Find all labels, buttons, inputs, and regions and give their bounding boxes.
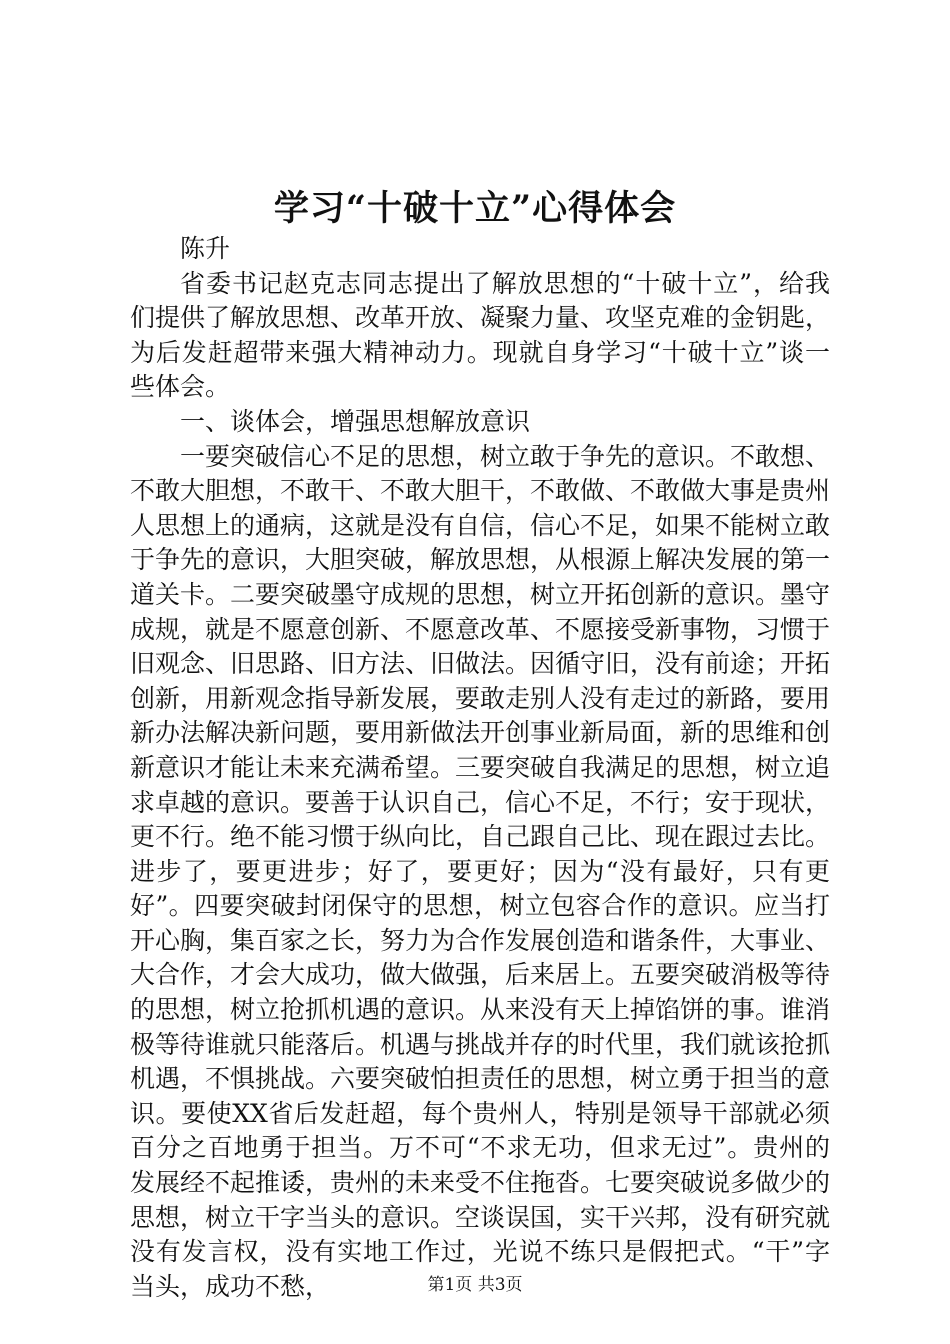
page-number: 第1页 共3页 xyxy=(427,1275,523,1295)
paragraph-body: 一要突破信心不足的思想，树立敢于争先的意识。不敢想、不敢大胆想，不敢干、不敢大胆干，不敢做、不敢做大事是贵州人思想上的通病，这就是没有自信，信心不足，如果不能树立敢于争先的意识，大胆突破，解放思想，从根源上解决发展的第一道关卡。二要突破墨守成规的思想，树立开拓创新的意识。墨守成规，就是不愿意创新、不愿意改革、不愿接受新事物，习惯于旧观念、旧思路、旧方法、旧做法。因循守旧，没有前途；开拓创新，用新观念指导新发展，要敢走别人没有走过的新路，要用新办法解决新问题，要用新做法开创事业新局面，新的思维和创新意识才能让未来充满希望。三要突破自我满足的思想，树立追求卓越的意识。要善于认识自己，信心不足，不行；安于现状，更不行。绝不能习惯于纵向比，自己跟自己比、现在跟过去比。进步了，要更进步；好了，要更好；因为“没有最好，只有更好”。四要突破封闭保守的思想，树立包容合作的意识。应当打开心胸，集百家之长，努力为合作发展创造和谐条件，大事业、大合作，才会大成功，做大做强，后来居上。五要突破消极等待的思想，树立抢抓机遇的意识。从来没有天上掉馅饼的事。谁消极等待谁就只能落后。机遇与挑战并存的时代里，我们就该抢抓机遇，不惧挑战。六要突破怕担责任的思想，树立勇于担当的意识。要使XX省后发赶超，每个贵州人，特别是领导干部就必须百分之百地勇于担当。万不可“不求无功，但求无过”。贵州的发展经不起推诿，贵州的未来受不住拖沓。七要突破说多做少的思想，树立干字当头的意识。空谈误国，实干兴邦，没有研究就没有发言权，没有实地工作过，光说不练只是假把式。“干”字当头，成功不愁， xyxy=(130,441,831,1301)
paragraph-intro: 省委书记赵克志同志提出了解放思想的“十破十立”，给我们提供了解放思想、改革开放、凝聚力量、攻坚克难的金钥匙，为后发赶超带来强大精神动力。现就自身学习“十破十立”谈一些体会。 xyxy=(130,268,831,402)
author-line: 陈升 xyxy=(180,234,231,263)
document-title: 学习“十破十立”心得体会 xyxy=(273,188,677,229)
section-heading: 一、谈体会，增强思想解放意识 xyxy=(180,406,531,436)
page-footer xyxy=(0,1273,950,1297)
document-body xyxy=(130,232,830,1304)
